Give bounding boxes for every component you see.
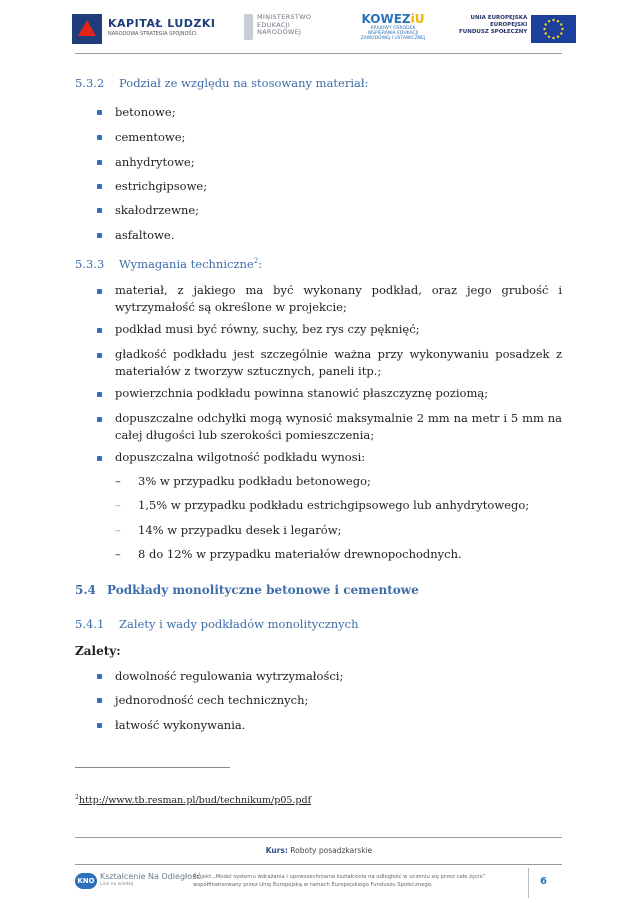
list-item-text: łatwość wykonywania. [115, 718, 246, 732]
heading-5-4-1 [75, 617, 359, 631]
sub-list-item-text: 1,5% w przypadku podkładu estrichgipsowego lub anhydrytowego; [138, 498, 530, 512]
heading-5-3-2 [75, 76, 369, 90]
sub-list-item-text: 14% w przypadku desek i legarów; [138, 523, 342, 537]
list-item-text: estrichgipsowe; [115, 179, 208, 193]
course-label: Kurs: [265, 846, 288, 855]
heading-number: 5.4.1 [75, 617, 105, 631]
footer-divider-bottom [75, 864, 562, 865]
bullet-icon [97, 456, 102, 461]
kw-main-b: iU [410, 12, 425, 26]
list-item-text: dowolność regulowania wytrzymałości; [115, 669, 344, 683]
eagle-emblem-icon [244, 14, 253, 40]
kno-sub: Link na wiedzę [100, 882, 134, 887]
kapital-ludzki-logo [72, 14, 216, 44]
heading-suffix: : [258, 257, 263, 271]
heading-number: 5.3.3 [75, 257, 105, 271]
list-item: materiał, z jakiego ma być wykonany podkład, oraz jego grubość i wytrzymałość są określone w projekcie; [115, 283, 562, 314]
heading-number: 5.4 [75, 583, 96, 597]
kl-title: KAPITAŁ LUDZKI [108, 17, 216, 30]
men-line3: NARODOWEJ [257, 28, 302, 36]
page-number: 6 [540, 876, 547, 887]
project-line1: Projekt „Model systemu wdrażania i upowszechniania kształcenia na odległość w uczeniu się przez całe życie” [193, 874, 486, 880]
heading-text: Zalety i wady podkładów monolitycznych [119, 617, 359, 631]
kno-logo [75, 873, 201, 889]
bullet-icon [97, 392, 102, 397]
footer-divider-top [75, 837, 562, 838]
footnote-link[interactable]: http://www.tb.resman.pl/bud/technikum/p05.pdf [78, 795, 312, 807]
footnote [75, 794, 311, 806]
footnote-divider [75, 767, 230, 768]
project-line2: współfinansowany przez Unię Europejską w ramach Europejskiego Funduszu Społecznego. [193, 882, 433, 888]
ue-line2: EUROPEJSKI [490, 22, 528, 28]
ministry-logo [244, 14, 311, 40]
heading-number: 5.3.2 [75, 76, 105, 90]
eu-flag-icon [531, 15, 576, 43]
list-item-text: jednorodność cech technicznych; [115, 693, 309, 707]
footnote-number: 2 [75, 794, 79, 801]
sub-list-item-text: 3% w przypadku podkładu betonowego; [138, 474, 371, 488]
course-title: Roboty posadzkarskie [290, 846, 373, 855]
footer-separator [528, 868, 529, 898]
footnote-ref[interactable]: 2 [253, 257, 259, 266]
kowezu-logo [358, 12, 428, 41]
list-item-text: betonowe; [115, 105, 176, 119]
kw-subtitle: KRAJOWY OŚRODEK WSPIERANIA EDUKACJI ZAWODOWEJ I USTAWICZNEJ [360, 26, 426, 41]
course-name [0, 846, 638, 855]
heading-text: Wymagania techniczne [119, 257, 254, 271]
heading-text: Podział ze względu na stosowany materiał: [119, 76, 369, 90]
kno-mark-icon: KNO [75, 873, 97, 889]
sub-list-item-text: 8 do 12% w przypadku materiałów drewnopochodnych. [138, 547, 462, 561]
list-item: gładkość podkładu jest szczególnie ważna przy wykonywaniu posadzek z materiałów z tworzyw sztucznych, paneli itp.; [115, 347, 562, 378]
list-item: podkład musi być równy, suchy, bez rys czy pęknięć; [115, 322, 420, 336]
kw-main-a: KOWEZ [361, 12, 411, 26]
list-item-text: skałodrzewne; [115, 203, 200, 217]
heading-text: Podkłady monolityczne betonowe i cementowe [107, 583, 419, 597]
page-header [0, 0, 638, 60]
list-item-text: asfaltowe. [115, 228, 175, 242]
list-item: dopuszczalna wilgotność podkładu wynosi: [115, 450, 366, 464]
ue-line3: FUNDUSZ SPOŁECZNY [459, 29, 528, 35]
kno-name: Kształcenie Na Odległość [100, 872, 201, 881]
kl-subtitle: NARODOWA STRATEGIA SPÓJNOŚCI [108, 31, 197, 37]
bullet-icon [97, 353, 102, 358]
heading-5-3-3 [75, 257, 262, 271]
star-icon [72, 14, 102, 44]
bullet-icon [97, 417, 102, 422]
list-item: powierzchnia podkładu powinna stanowić płaszczyznę poziomą; [115, 386, 489, 400]
men-line1: MINISTERSTWO [257, 13, 312, 21]
list-item-text: anhydrytowe; [115, 155, 195, 169]
ue-line1: UNIA EUROPEJSKA [470, 15, 528, 21]
list-item-text: cementowe; [115, 130, 186, 144]
eu-logo [459, 15, 576, 43]
list-item: dopuszczalne odchyłki mogą wynosić maksymalnie 2 mm na metr i 5 mm na całej długości lub szerokości pomieszczenia; [115, 411, 562, 442]
bullet-icon [97, 289, 102, 294]
header-divider [75, 53, 562, 54]
zalety-label: Zalety: [75, 644, 121, 658]
bullet-icon [97, 328, 102, 333]
men-line2: EDUKACJI [257, 20, 291, 29]
project-note [193, 873, 523, 889]
heading-5-4 [75, 583, 419, 597]
